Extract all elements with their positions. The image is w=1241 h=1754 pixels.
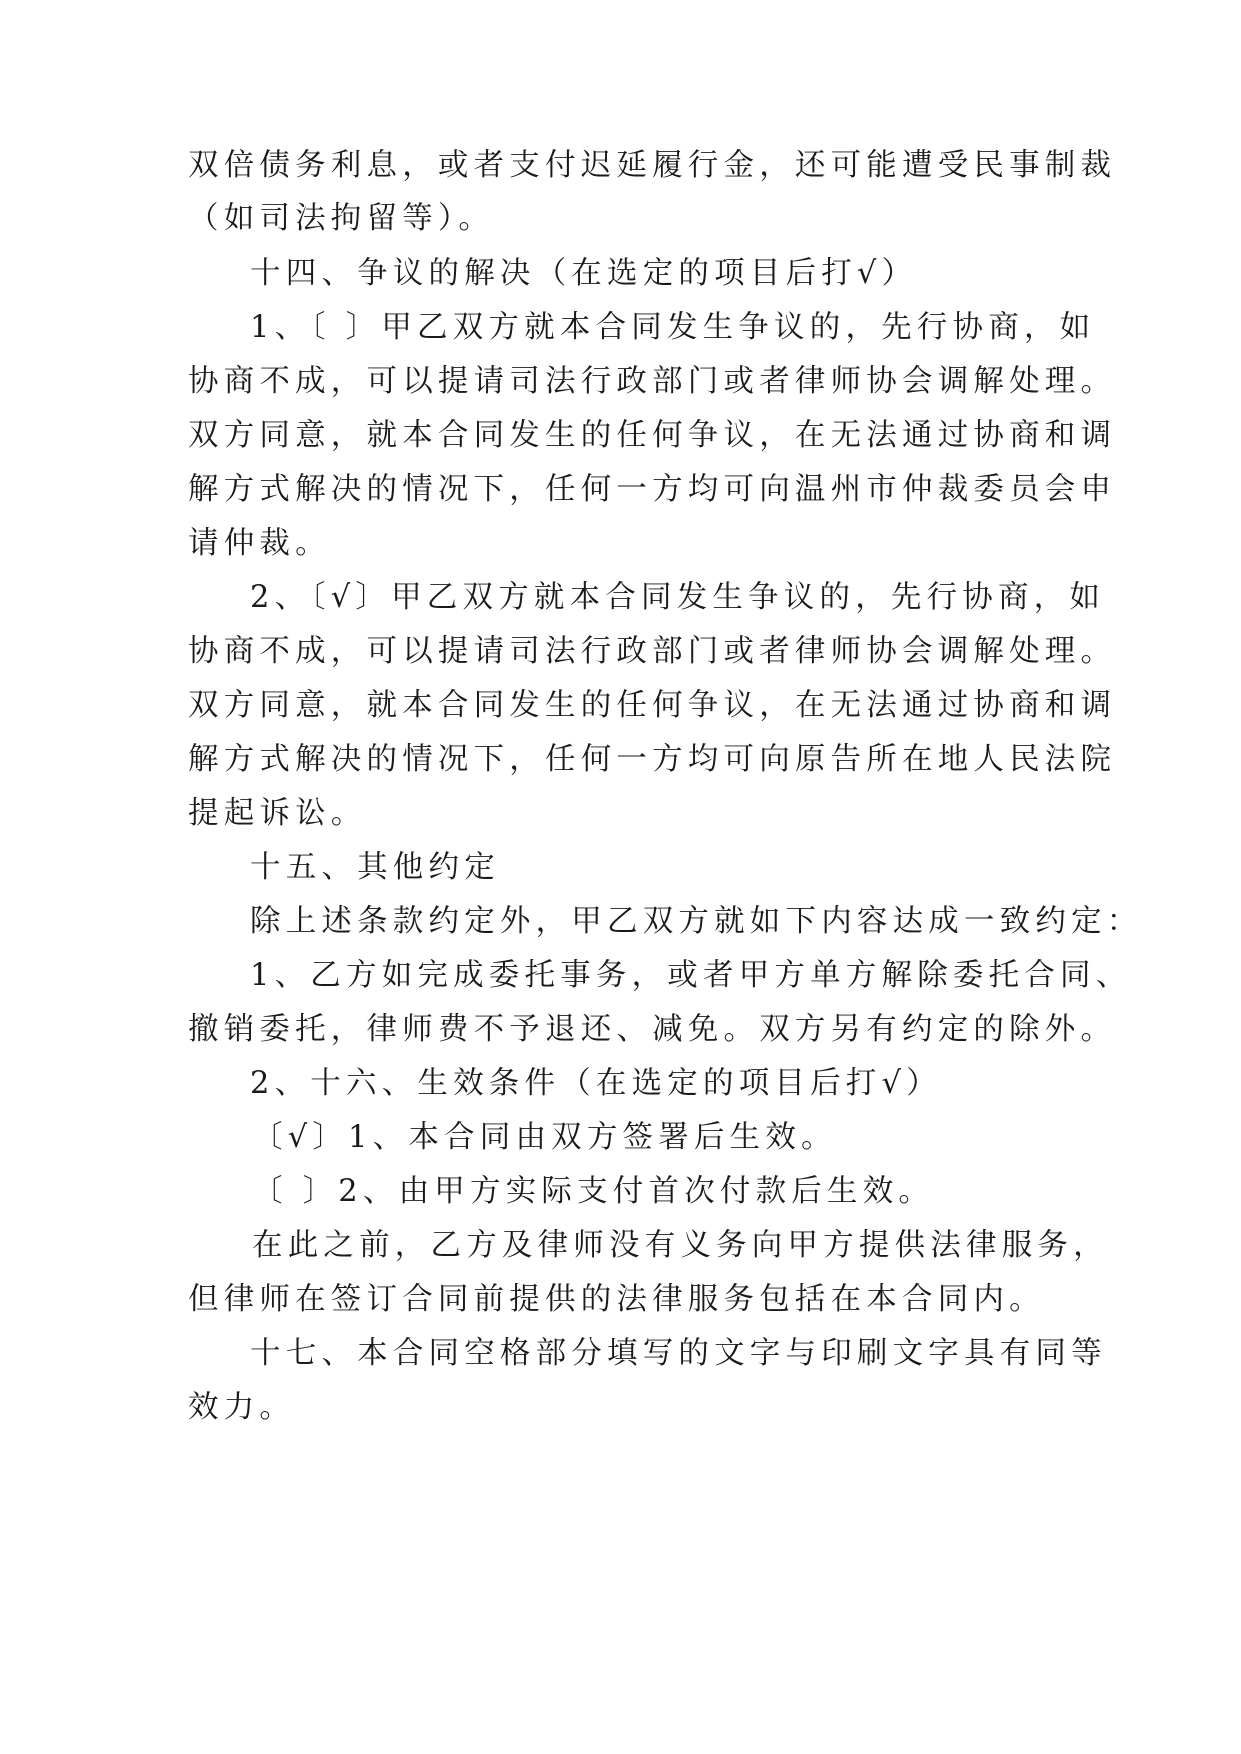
text-line: 协商不成，可以提请司法行政部门或者律师协会调解处理。	[188, 634, 1117, 669]
option-line: 〔√〕1、本合同由双方签署后生效。	[252, 1120, 837, 1155]
section-heading-14: 十四、争议的解决（在选定的项目后打√）	[250, 256, 918, 291]
text-line: 1、〔 〕甲乙双方就本合同发生争议的，先行协商，如	[250, 310, 1096, 345]
text-line: 效力。	[188, 1390, 296, 1425]
text-line: 1、乙方如完成委托事务，或者甲方单方解除委托合同、	[250, 958, 1132, 993]
text-line: 解方式解决的情况下，任何一方均可向温州市仲裁委员会申	[188, 472, 1117, 507]
text-line: 双倍债务利息，或者支付迟延履行金，还可能遭受民事制裁	[188, 148, 1117, 183]
text-line: 在此之前，乙方及律师没有义务向甲方提供法律服务，	[252, 1228, 1109, 1263]
section-heading-17: 十七、本合同空格部分填写的文字与印刷文字具有同等	[250, 1336, 1107, 1371]
text-line: 但律师在签订合同前提供的法律服务包括在本合同内。	[188, 1282, 1045, 1317]
text-line: 提起诉讼。	[188, 796, 367, 831]
option-line: 〔 〕2、由甲方实际支付首次付款后生效。	[252, 1174, 935, 1209]
text-line: 2、〔√〕甲乙双方就本合同发生争议的，先行协商，如	[250, 580, 1106, 615]
text-line: 撤销委托，律师费不予退还、减免。双方另有约定的除外。	[188, 1012, 1117, 1047]
text-line: 解方式解决的情况下，任何一方均可向原告所在地人民法院	[188, 742, 1117, 777]
text-line: 双方同意，就本合同发生的任何争议，在无法通过协商和调	[188, 418, 1117, 453]
text-line: 除上述条款约定外，甲乙双方就如下内容达成一致约定：	[250, 904, 1143, 939]
text-line: 双方同意，就本合同发生的任何争议，在无法通过协商和调	[188, 688, 1117, 723]
section-heading-15: 十五、其他约定	[250, 850, 500, 885]
text-line: 请仲裁。	[188, 526, 331, 561]
text-line: 协商不成，可以提请司法行政部门或者律师协会调解处理。	[188, 364, 1117, 399]
section-heading-16: 2、十六、生效条件（在选定的项目后打√）	[250, 1066, 942, 1101]
text-line: （如司法拘留等）。	[188, 201, 495, 236]
